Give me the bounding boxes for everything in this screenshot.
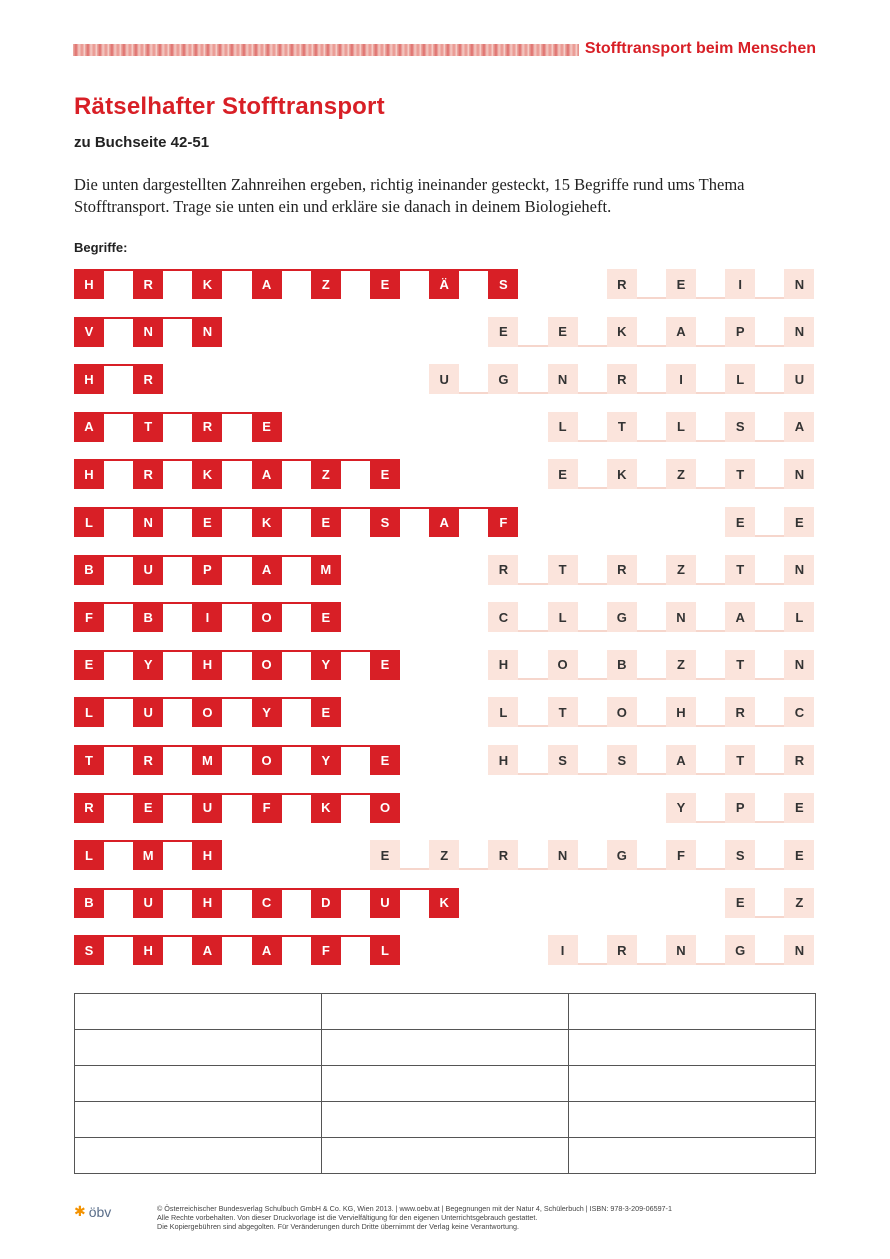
answer-row <box>75 1030 816 1066</box>
right-tooth: O <box>548 650 578 680</box>
tooth-row <box>0 840 890 870</box>
left-tooth: F <box>74 602 104 632</box>
tooth-row <box>0 459 890 489</box>
answer-cell[interactable] <box>75 1102 322 1138</box>
answer-cell[interactable] <box>322 1030 569 1066</box>
right-tooth: A <box>784 412 814 442</box>
left-tooth: A <box>252 555 282 585</box>
right-tooth: A <box>725 602 755 632</box>
tooth-row <box>0 364 890 394</box>
right-tooth: N <box>548 840 578 870</box>
right-tooth: T <box>548 697 578 727</box>
right-tooth: S <box>548 745 578 775</box>
left-tooth: B <box>133 602 163 632</box>
right-tooth: Y <box>666 793 696 823</box>
right-tooth: S <box>725 412 755 442</box>
tooth-row <box>0 507 890 537</box>
right-tooth: C <box>488 602 518 632</box>
right-tooth: L <box>725 364 755 394</box>
left-tooth: L <box>74 507 104 537</box>
right-tooth: S <box>607 745 637 775</box>
answer-cell[interactable] <box>322 1102 569 1138</box>
left-tooth: T <box>74 745 104 775</box>
left-tooth: I <box>192 602 222 632</box>
right-tooth: R <box>488 555 518 585</box>
left-tooth: L <box>370 935 400 965</box>
right-tooth: L <box>548 412 578 442</box>
left-tooth: S <box>74 935 104 965</box>
right-tooth: U <box>784 364 814 394</box>
left-tooth: Z <box>311 269 341 299</box>
answer-cell[interactable] <box>75 1030 322 1066</box>
left-tooth: N <box>133 507 163 537</box>
right-tooth: H <box>488 650 518 680</box>
right-tooth: P <box>725 793 755 823</box>
right-tooth: N <box>784 317 814 347</box>
right-row-spine <box>607 297 815 299</box>
left-tooth: U <box>133 888 163 918</box>
right-tooth: F <box>666 840 696 870</box>
publisher-logo-text: öbv <box>88 1203 112 1220</box>
answer-row <box>75 1066 816 1102</box>
left-tooth: A <box>252 935 282 965</box>
tooth-row <box>0 935 890 965</box>
left-tooth: A <box>252 269 282 299</box>
left-tooth: U <box>133 555 163 585</box>
left-tooth: R <box>192 412 222 442</box>
left-row-spine <box>74 459 400 461</box>
left-tooth: E <box>370 269 400 299</box>
left-tooth: U <box>370 888 400 918</box>
left-tooth: Y <box>252 697 282 727</box>
right-tooth: T <box>725 555 755 585</box>
right-tooth: B <box>607 650 637 680</box>
left-tooth: M <box>133 840 163 870</box>
right-row-spine <box>488 773 814 775</box>
right-tooth: K <box>607 317 637 347</box>
answer-cell[interactable] <box>322 1066 569 1102</box>
left-tooth: H <box>74 364 104 394</box>
right-tooth: T <box>725 650 755 680</box>
answer-row <box>75 994 816 1030</box>
answer-row <box>75 1102 816 1138</box>
right-tooth: N <box>784 459 814 489</box>
left-tooth: F <box>311 935 341 965</box>
right-tooth: U <box>429 364 459 394</box>
answer-cell[interactable] <box>569 1102 816 1138</box>
header-title: Stofftransport beim Menschen <box>584 40 816 57</box>
left-tooth: L <box>74 840 104 870</box>
tooth-row <box>0 888 890 918</box>
left-tooth: H <box>74 269 104 299</box>
left-tooth: B <box>74 555 104 585</box>
right-tooth: E <box>784 840 814 870</box>
right-tooth: N <box>784 650 814 680</box>
left-tooth: K <box>192 269 222 299</box>
right-row-spine <box>488 678 814 680</box>
right-tooth: R <box>607 555 637 585</box>
right-tooth: I <box>548 935 578 965</box>
left-tooth: S <box>488 269 518 299</box>
left-tooth: Y <box>311 650 341 680</box>
right-tooth: E <box>370 840 400 870</box>
left-tooth: H <box>192 888 222 918</box>
right-tooth: L <box>666 412 696 442</box>
left-tooth: Z <box>311 459 341 489</box>
right-tooth: T <box>607 412 637 442</box>
right-row-spine <box>488 583 814 585</box>
left-tooth: N <box>133 317 163 347</box>
footer-line: © Österreichischer Bundesverlag Schulbuch GmbH & Co. KG, Wien 2013. | www.oebv.at | Begegnungen mit der Natur 4, Schülerbuch | ISBN: 978-3-209-06597-1 <box>157 1204 672 1213</box>
left-tooth: A <box>192 935 222 965</box>
right-row-spine <box>488 630 814 632</box>
right-tooth: G <box>607 602 637 632</box>
tooth-row <box>0 602 890 632</box>
right-row-spine <box>488 725 814 727</box>
left-row-spine <box>74 745 400 747</box>
right-tooth: O <box>607 697 637 727</box>
right-tooth: E <box>488 317 518 347</box>
left-tooth: E <box>74 650 104 680</box>
right-tooth: G <box>607 840 637 870</box>
flower-icon: ✱ <box>74 1203 86 1219</box>
left-tooth: N <box>192 317 222 347</box>
right-tooth: I <box>666 364 696 394</box>
left-tooth: D <box>311 888 341 918</box>
left-tooth: S <box>370 507 400 537</box>
right-tooth: R <box>607 935 637 965</box>
left-tooth: K <box>429 888 459 918</box>
left-tooth: O <box>252 650 282 680</box>
left-tooth: B <box>74 888 104 918</box>
answer-cell[interactable] <box>75 1066 322 1102</box>
tooth-row <box>0 269 890 299</box>
left-tooth: O <box>252 745 282 775</box>
answer-cell[interactable] <box>322 1138 569 1174</box>
right-tooth: R <box>488 840 518 870</box>
right-tooth: R <box>607 269 637 299</box>
left-tooth: Ä <box>429 269 459 299</box>
right-tooth: H <box>666 697 696 727</box>
left-tooth: V <box>74 317 104 347</box>
left-tooth: F <box>252 793 282 823</box>
footer-line: Die Kopiergebühren sind abgegolten. Für Veränderungen durch Dritte übernimmt der Verlag keine Verantwortung. <box>157 1222 519 1231</box>
left-tooth: H <box>192 650 222 680</box>
left-row-spine <box>74 935 400 937</box>
right-tooth: E <box>666 269 696 299</box>
answer-cell[interactable] <box>569 1066 816 1102</box>
right-tooth: I <box>725 269 755 299</box>
left-tooth: E <box>370 650 400 680</box>
tooth-row <box>0 412 890 442</box>
left-tooth: M <box>192 745 222 775</box>
left-tooth: E <box>370 745 400 775</box>
left-tooth: U <box>192 793 222 823</box>
right-tooth: N <box>784 269 814 299</box>
right-tooth: E <box>784 793 814 823</box>
tooth-row <box>0 317 890 347</box>
answer-cell[interactable] <box>569 994 816 1030</box>
right-tooth: T <box>725 459 755 489</box>
left-tooth: E <box>311 697 341 727</box>
left-tooth: E <box>133 793 163 823</box>
left-tooth: A <box>252 459 282 489</box>
answer-cell[interactable] <box>322 994 569 1030</box>
right-tooth: L <box>784 602 814 632</box>
right-tooth: N <box>666 935 696 965</box>
left-tooth: H <box>192 840 222 870</box>
right-tooth: R <box>784 745 814 775</box>
right-row-spine <box>488 345 814 347</box>
left-tooth: E <box>192 507 222 537</box>
answer-table <box>74 993 816 1174</box>
right-tooth: R <box>607 364 637 394</box>
terms-label: Begriffe: <box>74 240 128 255</box>
answer-cell[interactable] <box>569 1030 816 1066</box>
left-tooth: A <box>74 412 104 442</box>
left-tooth: H <box>133 935 163 965</box>
footer-copyright <box>157 1204 817 1231</box>
left-tooth: R <box>133 269 163 299</box>
tooth-row <box>0 745 890 775</box>
left-tooth: T <box>133 412 163 442</box>
right-tooth: S <box>725 840 755 870</box>
right-tooth: T <box>725 745 755 775</box>
left-tooth: H <box>74 459 104 489</box>
left-tooth: Y <box>311 745 341 775</box>
left-tooth: L <box>74 697 104 727</box>
footer-line: Alle Rechte vorbehalten. Von dieser Druckvorlage ist die Vervielfältigung für den eigenen Unterrichtsgebrauch gestattet. <box>157 1213 538 1222</box>
left-tooth: K <box>311 793 341 823</box>
left-row-spine <box>74 793 400 795</box>
left-tooth: K <box>252 507 282 537</box>
left-tooth: O <box>252 602 282 632</box>
right-tooth: Z <box>666 555 696 585</box>
answer-cell[interactable] <box>75 1138 322 1174</box>
right-tooth: L <box>488 697 518 727</box>
left-tooth: R <box>74 793 104 823</box>
tooth-row <box>0 697 890 727</box>
publisher-logo <box>74 1203 111 1220</box>
right-tooth: H <box>488 745 518 775</box>
left-tooth: M <box>311 555 341 585</box>
right-tooth: R <box>725 697 755 727</box>
left-tooth: C <box>252 888 282 918</box>
right-tooth: T <box>548 555 578 585</box>
right-tooth: K <box>607 459 637 489</box>
right-tooth: Z <box>666 459 696 489</box>
left-tooth: E <box>311 507 341 537</box>
intro-text: Die unten dargestellten Zahnreihen ergeben, richtig ineinander gesteckt, 15 Begriffe rund ums Thema Stofftransport. Trage sie unten ein und erkläre sie danach in deinem Biologieheft. <box>74 175 745 216</box>
right-tooth: N <box>666 602 696 632</box>
left-tooth: Y <box>133 650 163 680</box>
left-tooth: F <box>488 507 518 537</box>
left-tooth: K <box>192 459 222 489</box>
left-tooth: P <box>192 555 222 585</box>
right-tooth: E <box>548 459 578 489</box>
left-tooth: A <box>429 507 459 537</box>
right-tooth: Z <box>784 888 814 918</box>
right-tooth: C <box>784 697 814 727</box>
right-tooth: E <box>725 507 755 537</box>
right-tooth: G <box>488 364 518 394</box>
right-tooth: P <box>725 317 755 347</box>
left-tooth: O <box>192 697 222 727</box>
right-tooth: E <box>725 888 755 918</box>
tooth-row <box>0 555 890 585</box>
right-tooth: L <box>548 602 578 632</box>
left-tooth: R <box>133 364 163 394</box>
left-tooth: U <box>133 697 163 727</box>
page-subtitle: zu Buchseite 42-51 <box>74 134 210 151</box>
left-tooth: R <box>133 745 163 775</box>
left-tooth: E <box>370 459 400 489</box>
answer-cell[interactable] <box>75 994 322 1030</box>
tooth-row <box>0 793 890 823</box>
left-row-spine <box>74 412 282 414</box>
left-tooth: E <box>252 412 282 442</box>
right-tooth: A <box>666 745 696 775</box>
left-tooth: O <box>370 793 400 823</box>
right-tooth: A <box>666 317 696 347</box>
left-tooth: R <box>133 459 163 489</box>
right-tooth: Z <box>666 650 696 680</box>
left-row-spine <box>74 650 400 652</box>
right-tooth: E <box>784 507 814 537</box>
right-tooth: G <box>725 935 755 965</box>
right-tooth: Z <box>429 840 459 870</box>
right-tooth: N <box>784 555 814 585</box>
right-tooth: E <box>548 317 578 347</box>
right-tooth: N <box>784 935 814 965</box>
right-tooth: N <box>548 364 578 394</box>
tooth-row <box>0 650 890 680</box>
answer-cell[interactable] <box>569 1138 816 1174</box>
page-title: Rätselhafter Stofftransport <box>74 93 385 120</box>
left-tooth: E <box>311 602 341 632</box>
answer-row <box>75 1138 816 1174</box>
